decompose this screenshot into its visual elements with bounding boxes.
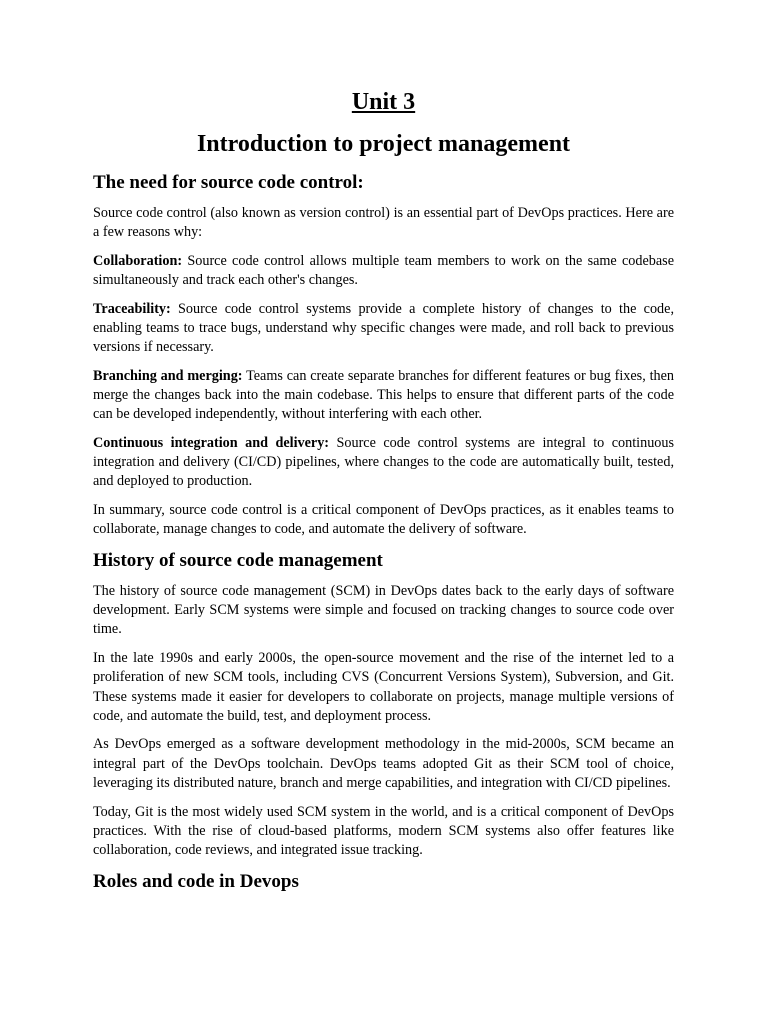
unit-title: Unit 3: [351, 89, 416, 115]
paragraph-intro: Source code control (also known as version control) is an essential part of DevOps practices. Here are a few reasons why:: [93, 205, 674, 241]
term-collaboration: Collaboration:: [93, 252, 183, 269]
paragraph-collaboration: [93, 252, 674, 290]
text-ci-cd: Source code control systems are integral to continuous integration and delivery (CI/CD) pipelines, where changes to the code are automatically built, tested, and deployed to production.: [93, 435, 675, 490]
paragraph-history-2: In the late 1990s and early 2000s, the open-source movement and the rise of the internet led to a proliferation of new SCM tools, including CVS (Concurrent Versions System), Subversion, and Git. These systems made it easier for developers to collaborate on projects, manage multiple versions of code, and automate the build, test, and deployment process.: [93, 650, 674, 724]
text-branching: Teams can create separate branches for different features or bug fixes, then merge the changes back into the main codebase. This helps to ensure that different parts of the code can be developed independently, without interfering with each other.: [93, 367, 674, 423]
paragraph-history-3: As DevOps emerged as a software development methodology in the mid-2000s, SCM became an integral part of the DevOps toolchain. DevOps teams adopted Git as their SCM tool of choice, leveraging its distributed nature, branch and merge capabilities, and integration with CI/CD pipelines.: [93, 736, 674, 791]
paragraph-ci-cd: [93, 434, 674, 492]
paragraph-summary: In summary, source code control is a critical component of DevOps practices, as it enables teams to collaborate, manage changes to code, and automate the delivery of software.: [93, 502, 674, 538]
term-ci-cd: Continuous integration and delivery:: [93, 435, 330, 452]
term-branching: Branching and merging:: [93, 367, 243, 384]
document-title: Introduction to project management: [196, 131, 571, 157]
text-traceability: Source code control systems provide a complete history of changes to the code, enabling teams to trace bugs, understand why specific changes were made, and roll back to previous versions if necessary.: [93, 300, 674, 356]
paragraph-history-4: Today, Git is the most widely used SCM system in the world, and is a critical component of DevOps practices. With the rise of cloud-based platforms, modern SCM systems also offer features like collaboration, code reviews, and integrated issue tracking.: [93, 803, 674, 858]
section-heading-need: The need for source code control:: [93, 172, 364, 193]
section-heading-roles: Roles and code in Devops: [93, 870, 299, 892]
term-traceability: Traceability:: [93, 300, 171, 317]
paragraph-branching: [93, 367, 674, 425]
document-page: [93, 88, 674, 903]
section-heading-history: History of source code management: [93, 550, 383, 572]
text-collaboration: Source code control allows multiple team members to work on the same codebase simultaneously and track each other's changes.: [93, 252, 674, 289]
paragraph-traceability: [93, 300, 674, 358]
paragraph-history-1: The history of source code management (SCM) in DevOps dates back to the early days of software development. Early SCM systems were simple and focused on tracking changes to source code over time.: [93, 583, 674, 638]
